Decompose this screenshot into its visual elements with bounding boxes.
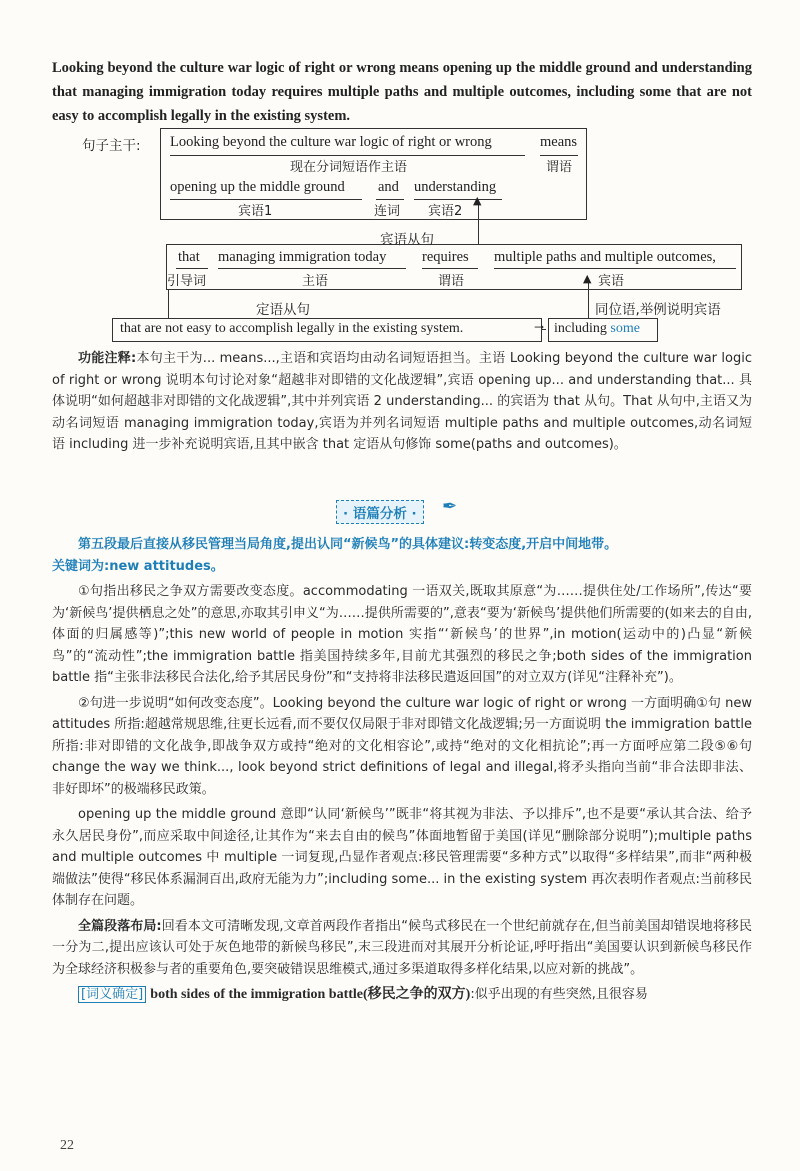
- clause-verb: requires: [422, 249, 469, 265]
- word-meaning-phrase: both sides of the immigration battle(移民之争的双方): [150, 987, 471, 1002]
- main-verb: means: [540, 134, 578, 150]
- word-meaning-text: :似乎出现的有些突然,且很容易: [470, 987, 648, 1002]
- attributive-clause: that are not easy to accomplish legally in the existing system.: [120, 321, 464, 336]
- arrow-head-up-icon: ▲: [583, 272, 592, 285]
- object-clause-label: 宾语从句: [380, 232, 434, 248]
- clause-that-note: 引导词: [167, 274, 207, 289]
- page-number: 22: [60, 1138, 74, 1153]
- appositive-label: 同位语,举例说明宾语: [595, 302, 721, 318]
- clause-subject: managing immigration today: [218, 249, 387, 265]
- object-2: understanding: [414, 179, 497, 195]
- clause-that: that: [178, 249, 200, 265]
- diagram-label: 句子主干:: [82, 138, 141, 154]
- clause-verb-note: 谓语: [438, 274, 465, 289]
- object-1-note: 宾语1: [238, 204, 273, 219]
- layout-text: 回看本文可清晰发现,文章首两段作者指出“候鸟式移民在一个世纪前就存在,但当前美国却错误地将移民一分为二,提出应该认可处于灰色地带的新候鸟移民”,末三段进而对其展开分析论证,呼吁指出“美国要认识到新候鸟移民作为全球经济积极参与者的重要角色,要突破错误思维模式,通过多渠道取得多样化结果,以应对新的挑战”。: [52, 918, 752, 977]
- analysis-keywords: 关键词为:new attitudes。: [52, 558, 224, 574]
- object-1: opening up the middle ground: [170, 179, 345, 195]
- word-meaning-tag: [词义确定]: [78, 986, 146, 1003]
- analysis-para-1: ①句指出移民之争双方需要改变态度。accommodating 一语双关,既取其原意“为……提供住处/工作场所”,传达“要为‘新候鸟’提供栖息之处”的意思,亦取其引申义“为……提供所需要的”,意表“要为‘新候鸟’提供他们所需要的(如来去的自由,体面的归属感等)”;this new world of people in motion 实指“‘新候鸟’的世界”,in motion(运动中的)凸显“新候鸟”的“流动性”;the immigration battle 指美国持续多年,目前尤其强烈的移民之争;both sides of the immigration battle 指“主张非法移民合法化,给予其居民身份”和“支持将非法移民遣返回国”的对立双方(详见“注释补充”)。: [52, 584, 752, 685]
- attributive-clause-label: 定语从句: [256, 302, 310, 318]
- function-note-text: 本句主干为... means...,主语和宾语均由动名词短语担当。主语 Looking beyond the culture war logic of right or wrong 说明本句讨论对象“超越非对即错的文化战逻辑”,宾语 opening up... and understanding that... 具体说明“如何超越非对即错的文化战逻辑”,其中并列宾语 2 understanding... 的宾语为 that 从句。That 从句中,主语又为动名词短语 managing immigration today,宾语为并列名词短语 multiple paths and multiple outcomes,动名词短语 including 进一步补充说明宾语,且其中嵌含 that 定语从句修饰 some(paths and outcomes)。: [52, 351, 752, 452]
- including-phrase: [554, 321, 640, 337]
- arrow-right-icon: →: [534, 320, 545, 334]
- analysis-summary: 第五段最后直接从移民管理当局角度,提出认同“新候鸟”的具体建议:转变态度,开启中间地带。: [78, 537, 618, 552]
- clause-object: multiple paths and multiple outcomes,: [494, 249, 716, 265]
- conjunction-note: 连词: [374, 204, 401, 219]
- arrow-head-up-icon: ▲: [473, 194, 482, 207]
- including-word: including: [554, 321, 607, 336]
- object-2-note: 宾语2: [428, 204, 463, 219]
- analysis-para-3: opening up the middle ground 意即“认同‘新候鸟’”既非“将其视为非法、予以排斥”,也不是要“承认其合法、给予永久居民身份”,而应采取中间途径,让其作为“来去自由的候鸟”体面地暂留于美国(详见“删除部分说明”);multiple paths and multiple outcomes 中 multiple 一词复现,凸显作者观点:移民管理需要“多种方式”以取得“多样结果”,而非“两种极端做法”使得“移民体系漏洞百出,政府无能为力”;including some... in the existing system 再次表明作者观点:当前移民体制存在问题。: [52, 807, 752, 908]
- quill-pen-icon: ✒: [442, 496, 458, 517]
- clause-that-underline: [176, 268, 208, 269]
- intro-sentence: Looking beyond the culture war logic of right or wrong means opening up the middle ground and understanding that managing immigration today requires multiple paths and multiple outcomes, including some that are not easy to accomplish legally in the existing system.: [52, 60, 752, 124]
- verb-note: 谓语: [546, 160, 573, 175]
- section-title-text: · 语篇分析 ·: [343, 506, 417, 522]
- some-word: some: [610, 321, 640, 336]
- subject-phrase: Looking beyond the culture war logic of right or wrong: [170, 134, 492, 150]
- section-title: [336, 500, 424, 524]
- clause-object-underline: [494, 268, 736, 269]
- arrow-to-object-2: [478, 204, 479, 244]
- analysis-para-2: ②句进一步说明“如何改变态度”。Looking beyond the culture war logic of right or wrong 一方面明确①句 new attitudes 所指:超越常规思维,往更长远看,而不要仅仅局限于非对即错文化战逻辑;另一方面说明 the immigration battle 所指:非对即错的文化战争,即战争双方或持“绝对的文化相容论”,或持“绝对的文化相抗论”;再一方面呼应第二段⑤⑥句 change the way we think..., look beyond strict definitions of legal and illegal,将矛头指向当前“非合法即非法、非好即坏”的极端移民政策。: [52, 695, 752, 797]
- analysis-section: [52, 534, 752, 1006]
- clause-object-note: 宾语: [598, 274, 625, 289]
- function-note: [52, 348, 752, 456]
- conjunction: and: [378, 179, 399, 195]
- clause-verb-underline: [422, 268, 478, 269]
- arrow-to-clause-object: [588, 280, 589, 318]
- clause-subject-underline: [218, 268, 406, 269]
- layout-head: 全篇段落布局:: [78, 918, 162, 934]
- function-note-head: 功能注释:: [78, 351, 137, 366]
- subject-note: 现在分词短语作主语: [290, 160, 408, 175]
- that-connector-line: [168, 290, 169, 318]
- clause-subject-note: 主语: [302, 274, 329, 289]
